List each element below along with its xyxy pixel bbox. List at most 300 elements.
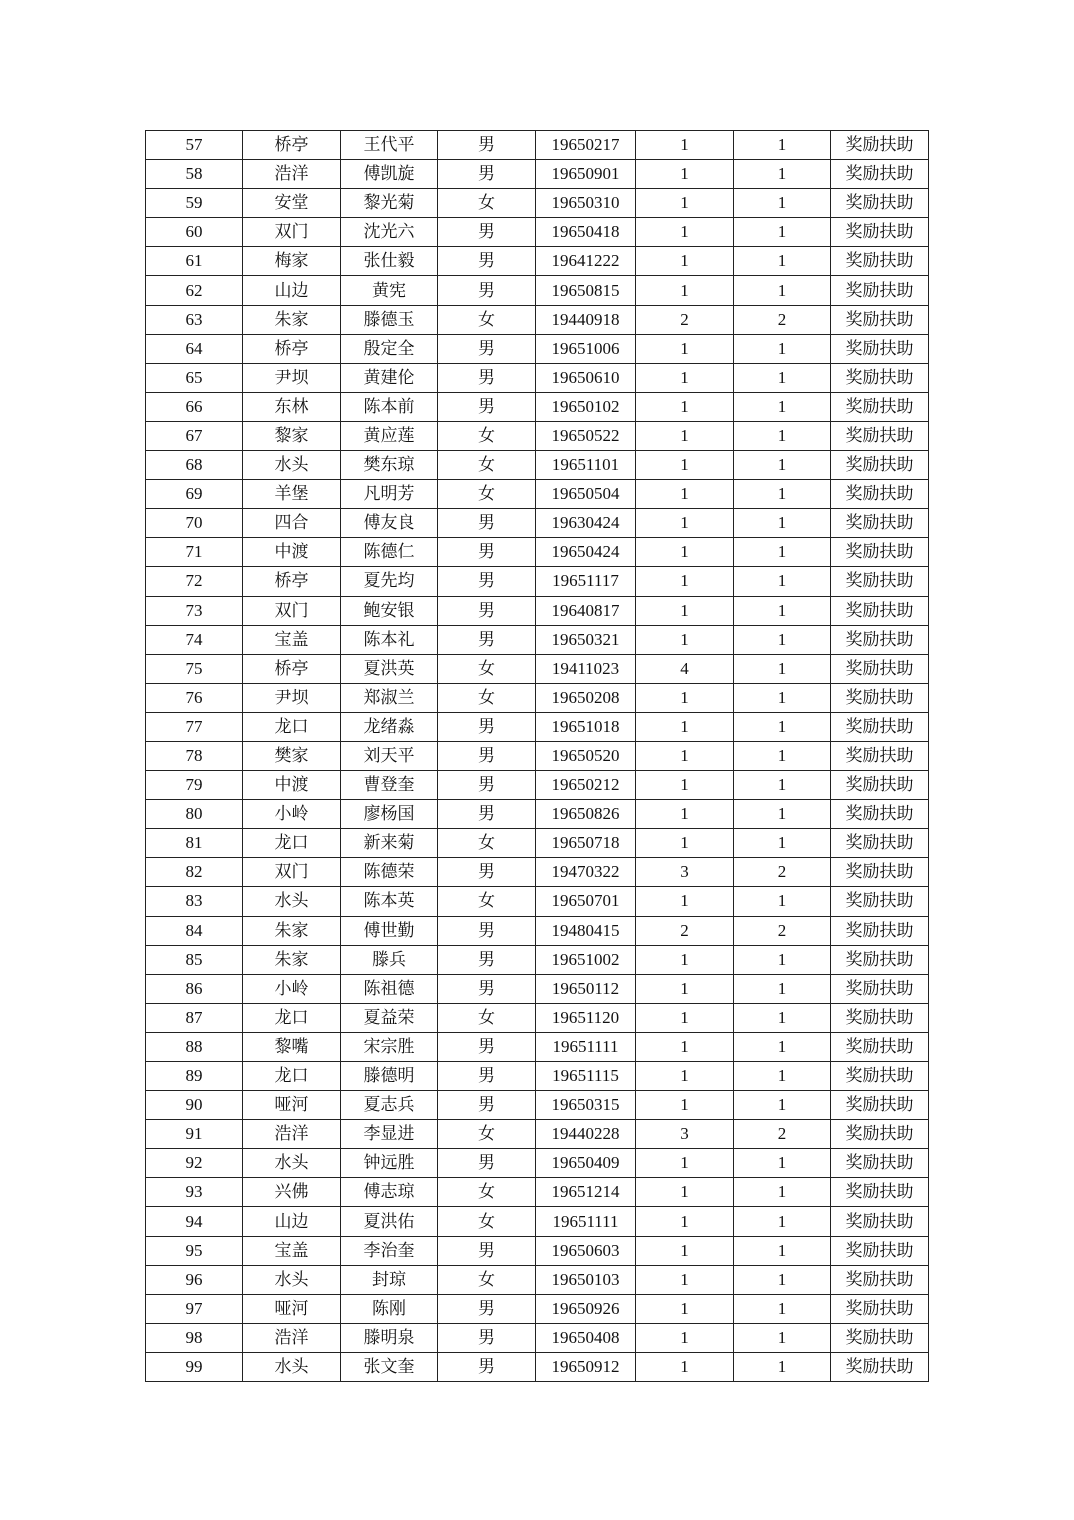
count-a-cell: 1 [636,509,734,538]
seq-no-cell: 95 [146,1236,243,1265]
birth-date-cell: 19650926 [536,1294,636,1323]
village-cell: 水头 [243,451,341,480]
gender-cell: 女 [438,1265,536,1294]
support-type-cell: 奖励扶助 [831,800,929,829]
count-a-cell: 1 [636,392,734,421]
village-cell: 中渡 [243,538,341,567]
birth-date-cell: 19650901 [536,160,636,189]
roster-table [145,130,929,1382]
support-type-cell: 奖励扶助 [831,392,929,421]
count-b-cell: 1 [734,1032,831,1061]
name-cell: 宋宗胜 [341,1032,438,1061]
count-b-cell: 1 [734,1003,831,1032]
gender-cell: 女 [438,887,536,916]
gender-cell: 男 [438,974,536,1003]
support-type-cell: 奖励扶助 [831,1091,929,1120]
village-cell: 桥亭 [243,567,341,596]
seq-no-cell: 96 [146,1265,243,1294]
count-b-cell: 1 [734,1323,831,1352]
table-row [146,683,929,712]
support-type-cell: 奖励扶助 [831,945,929,974]
count-a-cell: 1 [636,1178,734,1207]
count-b-cell: 1 [734,1062,831,1091]
count-b-cell: 1 [734,509,831,538]
birth-date-cell: 19650217 [536,131,636,160]
village-cell: 龙口 [243,829,341,858]
seq-no-cell: 59 [146,189,243,218]
seq-no-cell: 61 [146,247,243,276]
count-b-cell: 1 [734,974,831,1003]
gender-cell: 男 [438,567,536,596]
village-cell: 东林 [243,392,341,421]
birth-date-cell: 19650112 [536,974,636,1003]
table-row [146,1207,929,1236]
seq-no-cell: 85 [146,945,243,974]
village-cell: 黎家 [243,421,341,450]
count-a-cell: 1 [636,247,734,276]
birth-date-cell: 19650424 [536,538,636,567]
name-cell: 凡明芳 [341,480,438,509]
count-a-cell: 1 [636,625,734,654]
seq-no-cell: 63 [146,305,243,334]
support-type-cell: 奖励扶助 [831,218,929,247]
count-b-cell: 1 [734,945,831,974]
village-cell: 宝盖 [243,625,341,654]
count-a-cell: 1 [636,189,734,218]
village-cell: 浩洋 [243,1120,341,1149]
birth-date-cell: 19641222 [536,247,636,276]
name-cell: 陈德仁 [341,538,438,567]
table-row [146,247,929,276]
birth-date-cell: 19650701 [536,887,636,916]
count-b-cell: 1 [734,829,831,858]
birth-date-cell: 19650315 [536,1091,636,1120]
count-a-cell: 1 [636,945,734,974]
birth-date-cell: 19630424 [536,509,636,538]
support-type-cell: 奖励扶助 [831,771,929,800]
seq-no-cell: 83 [146,887,243,916]
count-a-cell: 1 [636,829,734,858]
count-a-cell: 1 [636,741,734,770]
gender-cell: 男 [438,218,536,247]
seq-no-cell: 86 [146,974,243,1003]
gender-cell: 男 [438,741,536,770]
village-cell: 四合 [243,509,341,538]
seq-no-cell: 65 [146,363,243,392]
seq-no-cell: 87 [146,1003,243,1032]
gender-cell: 男 [438,1091,536,1120]
table-row [146,771,929,800]
village-cell: 水头 [243,1265,341,1294]
gender-cell: 男 [438,392,536,421]
gender-cell: 男 [438,916,536,945]
birth-date-cell: 19651111 [536,1032,636,1061]
seq-no-cell: 71 [146,538,243,567]
table-row [146,1062,929,1091]
gender-cell: 女 [438,683,536,712]
gender-cell: 男 [438,596,536,625]
count-a-cell: 1 [636,712,734,741]
birth-date-cell: 19650321 [536,625,636,654]
gender-cell: 男 [438,625,536,654]
name-cell: 樊东琼 [341,451,438,480]
birth-date-cell: 19650520 [536,741,636,770]
count-b-cell: 1 [734,131,831,160]
table-row [146,334,929,363]
support-type-cell: 奖励扶助 [831,189,929,218]
name-cell: 傅友良 [341,509,438,538]
count-b-cell: 1 [734,596,831,625]
table-row [146,1178,929,1207]
village-cell: 桥亭 [243,334,341,363]
support-type-cell: 奖励扶助 [831,567,929,596]
seq-no-cell: 84 [146,916,243,945]
gender-cell: 男 [438,712,536,741]
village-cell: 山边 [243,1207,341,1236]
table-row [146,276,929,305]
name-cell: 黄宪 [341,276,438,305]
seq-no-cell: 70 [146,509,243,538]
count-a-cell: 1 [636,1265,734,1294]
count-a-cell: 1 [636,1062,734,1091]
table-row [146,567,929,596]
support-type-cell: 奖励扶助 [831,916,929,945]
name-cell: 殷定全 [341,334,438,363]
count-b-cell: 1 [734,247,831,276]
count-b-cell: 2 [734,1120,831,1149]
table-row [146,1352,929,1381]
gender-cell: 女 [438,829,536,858]
support-type-cell: 奖励扶助 [831,1062,929,1091]
name-cell: 封琼 [341,1265,438,1294]
name-cell: 夏志兵 [341,1091,438,1120]
gender-cell: 女 [438,1178,536,1207]
seq-no-cell: 57 [146,131,243,160]
village-cell: 尹坝 [243,363,341,392]
name-cell: 龙绪淼 [341,712,438,741]
seq-no-cell: 64 [146,334,243,363]
name-cell: 傅志琼 [341,1178,438,1207]
name-cell: 沈光六 [341,218,438,247]
count-b-cell: 1 [734,654,831,683]
table-row [146,1149,929,1178]
count-b-cell: 1 [734,1294,831,1323]
name-cell: 廖杨国 [341,800,438,829]
gender-cell: 男 [438,334,536,363]
village-cell: 龙口 [243,1062,341,1091]
seq-no-cell: 92 [146,1149,243,1178]
count-b-cell: 1 [734,1352,831,1381]
village-cell: 尹坝 [243,683,341,712]
village-cell: 浩洋 [243,1323,341,1352]
birth-date-cell: 19651002 [536,945,636,974]
support-type-cell: 奖励扶助 [831,480,929,509]
support-type-cell: 奖励扶助 [831,538,929,567]
gender-cell: 女 [438,305,536,334]
count-b-cell: 1 [734,1207,831,1236]
birth-date-cell: 19650603 [536,1236,636,1265]
count-b-cell: 1 [734,218,831,247]
support-type-cell: 奖励扶助 [831,974,929,1003]
village-cell: 龙口 [243,712,341,741]
count-a-cell: 1 [636,1149,734,1178]
gender-cell: 女 [438,1120,536,1149]
table-row [146,1032,929,1061]
seq-no-cell: 66 [146,392,243,421]
birth-date-cell: 19650103 [536,1265,636,1294]
table-row [146,625,929,654]
village-cell: 羊堡 [243,480,341,509]
village-cell: 龙口 [243,1003,341,1032]
count-b-cell: 1 [734,421,831,450]
count-b-cell: 1 [734,1149,831,1178]
birth-date-cell: 19651117 [536,567,636,596]
count-b-cell: 1 [734,1091,831,1120]
name-cell: 滕德明 [341,1062,438,1091]
village-cell: 安堂 [243,189,341,218]
gender-cell: 男 [438,509,536,538]
table-row [146,654,929,683]
table-row [146,189,929,218]
village-cell: 中渡 [243,771,341,800]
table-row [146,363,929,392]
village-cell: 兴佛 [243,1178,341,1207]
seq-no-cell: 60 [146,218,243,247]
table-row [146,131,929,160]
village-cell: 小岭 [243,974,341,1003]
seq-no-cell: 58 [146,160,243,189]
count-b-cell: 1 [734,392,831,421]
support-type-cell: 奖励扶助 [831,1032,929,1061]
name-cell: 夏益荣 [341,1003,438,1032]
village-cell: 桥亭 [243,654,341,683]
support-type-cell: 奖励扶助 [831,1236,929,1265]
count-a-cell: 4 [636,654,734,683]
support-type-cell: 奖励扶助 [831,683,929,712]
birth-date-cell: 19650310 [536,189,636,218]
count-a-cell: 1 [636,567,734,596]
count-a-cell: 1 [636,1207,734,1236]
village-cell: 朱家 [243,945,341,974]
support-type-cell: 奖励扶助 [831,596,929,625]
count-b-cell: 1 [734,1236,831,1265]
count-a-cell: 2 [636,305,734,334]
count-a-cell: 1 [636,334,734,363]
village-cell: 哑河 [243,1091,341,1120]
table-row [146,887,929,916]
birth-date-cell: 19651018 [536,712,636,741]
gender-cell: 男 [438,363,536,392]
birth-date-cell: 19650212 [536,771,636,800]
support-type-cell: 奖励扶助 [831,160,929,189]
name-cell: 陈祖德 [341,974,438,1003]
birth-date-cell: 19650826 [536,800,636,829]
table-row [146,509,929,538]
seq-no-cell: 68 [146,451,243,480]
birth-date-cell: 19650102 [536,392,636,421]
birth-date-cell: 19440918 [536,305,636,334]
count-b-cell: 1 [734,276,831,305]
birth-date-cell: 19411023 [536,654,636,683]
birth-date-cell: 19650409 [536,1149,636,1178]
count-a-cell: 1 [636,1352,734,1381]
support-type-cell: 奖励扶助 [831,1265,929,1294]
support-type-cell: 奖励扶助 [831,131,929,160]
table-row [146,1091,929,1120]
birth-date-cell: 19650504 [536,480,636,509]
village-cell: 宝盖 [243,1236,341,1265]
birth-date-cell: 19650912 [536,1352,636,1381]
gender-cell: 男 [438,771,536,800]
table-row [146,160,929,189]
birth-date-cell: 19651115 [536,1062,636,1091]
gender-cell: 女 [438,421,536,450]
table-row [146,1323,929,1352]
table-row [146,829,929,858]
support-type-cell: 奖励扶助 [831,1207,929,1236]
seq-no-cell: 91 [146,1120,243,1149]
gender-cell: 男 [438,1236,536,1265]
gender-cell: 女 [438,1003,536,1032]
gender-cell: 女 [438,1207,536,1236]
count-b-cell: 1 [734,771,831,800]
name-cell: 刘天平 [341,741,438,770]
count-b-cell: 2 [734,916,831,945]
table-row [146,451,929,480]
count-b-cell: 1 [734,741,831,770]
count-a-cell: 1 [636,538,734,567]
count-b-cell: 1 [734,567,831,596]
count-b-cell: 1 [734,160,831,189]
gender-cell: 男 [438,538,536,567]
birth-date-cell: 19650718 [536,829,636,858]
name-cell: 陈刚 [341,1294,438,1323]
birth-date-cell: 19651101 [536,451,636,480]
table-row [146,800,929,829]
count-a-cell: 2 [636,916,734,945]
table-row [146,1294,929,1323]
table-row [146,218,929,247]
village-cell: 樊家 [243,741,341,770]
table-row [146,480,929,509]
name-cell: 滕兵 [341,945,438,974]
count-b-cell: 1 [734,887,831,916]
count-a-cell: 1 [636,1091,734,1120]
village-cell: 浩洋 [243,160,341,189]
name-cell: 曹登奎 [341,771,438,800]
table-row [146,741,929,770]
count-b-cell: 1 [734,451,831,480]
count-a-cell: 3 [636,858,734,887]
gender-cell: 男 [438,1323,536,1352]
birth-date-cell: 19651214 [536,1178,636,1207]
table-row [146,596,929,625]
support-type-cell: 奖励扶助 [831,1120,929,1149]
count-b-cell: 1 [734,538,831,567]
count-a-cell: 1 [636,160,734,189]
table-row [146,916,929,945]
table-row [146,421,929,450]
count-a-cell: 1 [636,596,734,625]
seq-no-cell: 90 [146,1091,243,1120]
support-type-cell: 奖励扶助 [831,421,929,450]
count-a-cell: 1 [636,480,734,509]
gender-cell: 男 [438,1352,536,1381]
count-a-cell: 1 [636,800,734,829]
birth-date-cell: 19650815 [536,276,636,305]
support-type-cell: 奖励扶助 [831,887,929,916]
table-row [146,712,929,741]
village-cell: 朱家 [243,916,341,945]
gender-cell: 男 [438,1032,536,1061]
name-cell: 钟远胜 [341,1149,438,1178]
table-row [146,945,929,974]
seq-no-cell: 81 [146,829,243,858]
support-type-cell: 奖励扶助 [831,741,929,770]
name-cell: 夏先均 [341,567,438,596]
count-a-cell: 1 [636,1236,734,1265]
gender-cell: 男 [438,1149,536,1178]
seq-no-cell: 98 [146,1323,243,1352]
seq-no-cell: 79 [146,771,243,800]
village-cell: 桥亭 [243,131,341,160]
birth-date-cell: 19480415 [536,916,636,945]
count-a-cell: 1 [636,771,734,800]
support-type-cell: 奖励扶助 [831,625,929,654]
birth-date-cell: 19651111 [536,1207,636,1236]
name-cell: 夏洪佑 [341,1207,438,1236]
birth-date-cell: 19650610 [536,363,636,392]
support-type-cell: 奖励扶助 [831,276,929,305]
name-cell: 王代平 [341,131,438,160]
seq-no-cell: 74 [146,625,243,654]
count-a-cell: 1 [636,451,734,480]
name-cell: 李显进 [341,1120,438,1149]
village-cell: 朱家 [243,305,341,334]
count-b-cell: 1 [734,1178,831,1207]
village-cell: 双门 [243,858,341,887]
name-cell: 陈本礼 [341,625,438,654]
name-cell: 黄应莲 [341,421,438,450]
seq-no-cell: 99 [146,1352,243,1381]
gender-cell: 男 [438,858,536,887]
birth-date-cell: 19651120 [536,1003,636,1032]
name-cell: 鲍安银 [341,596,438,625]
support-type-cell: 奖励扶助 [831,712,929,741]
birth-date-cell: 19650418 [536,218,636,247]
village-cell: 双门 [243,218,341,247]
count-a-cell: 1 [636,131,734,160]
village-cell: 小岭 [243,800,341,829]
birth-date-cell: 19651006 [536,334,636,363]
table-row [146,1236,929,1265]
support-type-cell: 奖励扶助 [831,247,929,276]
table-row [146,392,929,421]
village-cell: 黎嘴 [243,1032,341,1061]
seq-no-cell: 67 [146,421,243,450]
seq-no-cell: 78 [146,741,243,770]
seq-no-cell: 80 [146,800,243,829]
table-row [146,1265,929,1294]
support-type-cell: 奖励扶助 [831,509,929,538]
roster-table-body [146,131,929,1382]
count-b-cell: 2 [734,305,831,334]
support-type-cell: 奖励扶助 [831,1003,929,1032]
count-a-cell: 1 [636,276,734,305]
support-type-cell: 奖励扶助 [831,654,929,683]
name-cell: 新来菊 [341,829,438,858]
support-type-cell: 奖励扶助 [831,1294,929,1323]
